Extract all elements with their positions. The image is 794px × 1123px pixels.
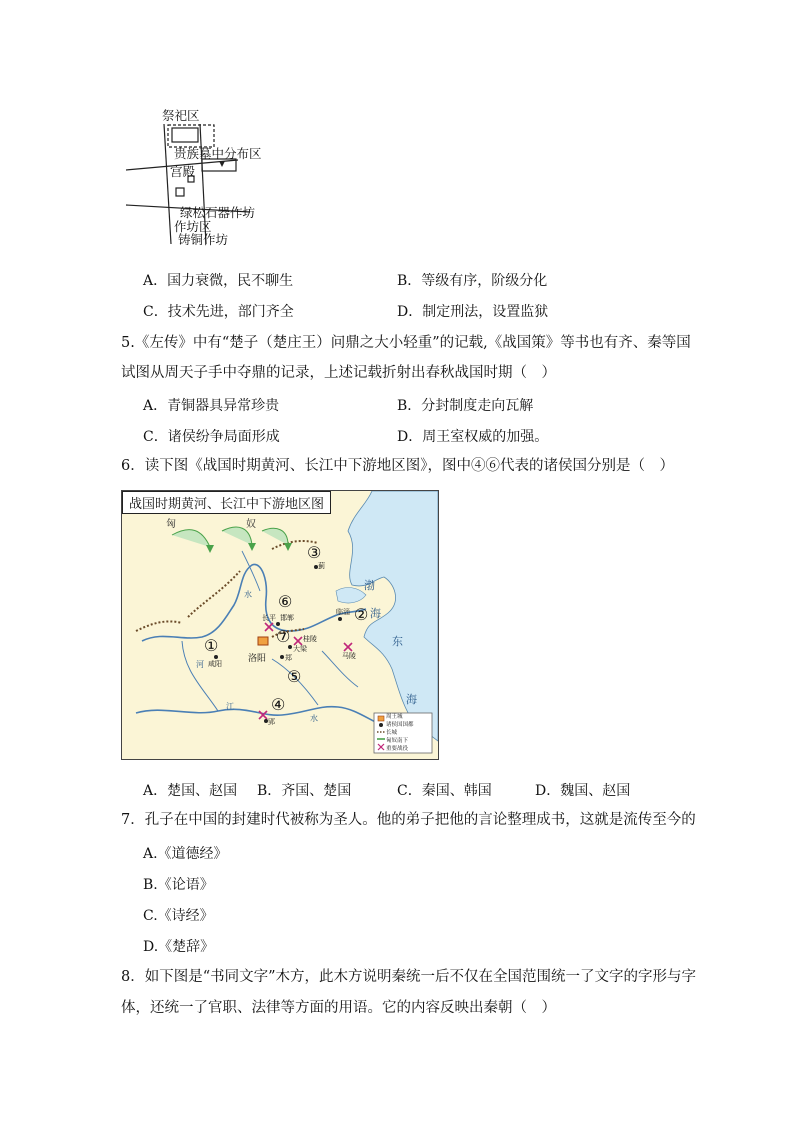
map-label-east: 东: [392, 635, 403, 648]
map-label-shui: 水: [244, 590, 252, 599]
map-marker-3: ③: [307, 543, 322, 562]
map-label-luoyang: 洛阳: [248, 654, 267, 664]
legend-great-wall: 长城: [386, 730, 398, 736]
map-marker-5: ⑤: [287, 667, 302, 686]
map-marker-2: ②: [354, 605, 369, 624]
legend-xiongnu: 匈奴南下: [386, 738, 409, 744]
map-title: 战国时期黄河、长江中下游地区图: [122, 491, 331, 514]
q5-option-b[interactable]: B．分封制度走向瓦解: [397, 398, 534, 414]
site-layout-diagram: [124, 104, 274, 248]
q5-option-a[interactable]: A．青铜器具异常珍贵: [143, 398, 280, 414]
q5-option-d[interactable]: D．周王室权威的加强。: [397, 429, 549, 445]
map-label-xiongnu-1: 匈: [166, 519, 176, 530]
map-label-shui2: 水: [310, 714, 318, 723]
q5-option-c[interactable]: C．诸侯纷争局面形成: [143, 429, 280, 445]
map-label-zheng: 郑: [285, 654, 292, 662]
palace-label: 宫殿: [170, 164, 196, 179]
q4-option-b[interactable]: B．等级有序，阶级分化: [397, 273, 548, 289]
q7-option-d[interactable]: D.《楚辞》: [143, 939, 215, 955]
q6-option-b[interactable]: B．齐国、楚国: [257, 783, 352, 799]
q6-option-d[interactable]: D．魏国、赵国: [535, 783, 631, 799]
map-label-xianyang: 咸阳: [208, 660, 222, 668]
map-label-changping: 长平: [262, 614, 276, 622]
map-label-bohai: 渤: [364, 579, 375, 592]
map-label-he: 河: [196, 660, 204, 669]
map-label-sea1: 海: [370, 607, 381, 620]
q6-option-c[interactable]: C．秦国、韩国: [397, 783, 492, 799]
map-label-ji: 蓟: [318, 562, 325, 570]
map-label-sea2: 海: [406, 693, 417, 706]
legend-zhou-city: 周王城: [386, 714, 403, 720]
map-label-guiling: 桂陵: [303, 635, 317, 643]
legend-battle: 重要战役: [386, 746, 409, 752]
ritual-area-label: 祭祀区: [162, 108, 200, 123]
q4-option-d[interactable]: D．制定刑法，设置监狱: [397, 304, 549, 320]
map-label-daliang: 大梁: [293, 645, 307, 653]
map-legend: [386, 713, 414, 753]
map-marker-4: ④: [271, 695, 286, 714]
q8-stem-line2: 体，还统一了官职、法律等方面的用语。它的内容反映出秦朝（ ）: [121, 1000, 556, 1016]
map-label-maling: 马陵: [342, 652, 356, 660]
q7-stem-line1: 7．孔子在中国的封建时代被称为圣人。他的弟子把他的言论整理成书，这就是流传至今的: [121, 812, 696, 828]
map-label-ying: 郢: [268, 718, 275, 726]
q8-stem-line1: 8．如下图是“书同文字”木方，此木方说明秦统一后不仅在全国范围统一了文字的字形与字: [121, 969, 697, 985]
q6-stem-line1: 6．读下图《战国时期黄河、长江中下游地区图》，图中④⑥代表的诸侯国分别是（ ）: [121, 458, 674, 474]
q4-option-c[interactable]: C．技术先进，部门齐全: [143, 304, 294, 320]
bronze-workshop-label: 铸铜作坊: [178, 232, 229, 247]
map-marker-7: ⑦: [276, 627, 291, 646]
legend-capital: 诸侯国国都: [386, 722, 414, 728]
q5-stem-line2: 试图从周天子手中夺鼎的记录，上述记载折射出春秋战国时期（ ）: [121, 365, 556, 381]
q7-option-a[interactable]: A.《道德经》: [143, 846, 228, 862]
workshop-area-label: 作坊区: [174, 219, 212, 234]
map-label-xiongnu-2: 奴: [246, 519, 256, 530]
warring-states-map: [121, 490, 439, 760]
q6-option-a[interactable]: A．楚国、赵国: [143, 783, 238, 799]
noble-tombs-label: 贵族墓中分布区: [174, 146, 262, 161]
q5-stem-line1: 5.《左传》中有“楚子（楚庄王）问鼎之大小轻重”的记载,《战国策》等书也有齐、秦等国: [121, 335, 691, 351]
map-label-handan: 邯郸: [280, 614, 294, 622]
map-marker-1: ①: [204, 636, 219, 655]
map-label-jiang: 江: [226, 702, 234, 711]
q7-option-c[interactable]: C.《诗经》: [143, 908, 214, 924]
map-marker-6: ⑥: [278, 592, 293, 611]
turquoise-workshop-label: 绿松石器作坊: [180, 205, 256, 220]
map-label-linzi: 临淄: [336, 608, 350, 616]
q7-option-b[interactable]: B.《论语》: [143, 877, 214, 893]
q4-option-a[interactable]: A．国力衰微，民不聊生: [143, 273, 294, 289]
